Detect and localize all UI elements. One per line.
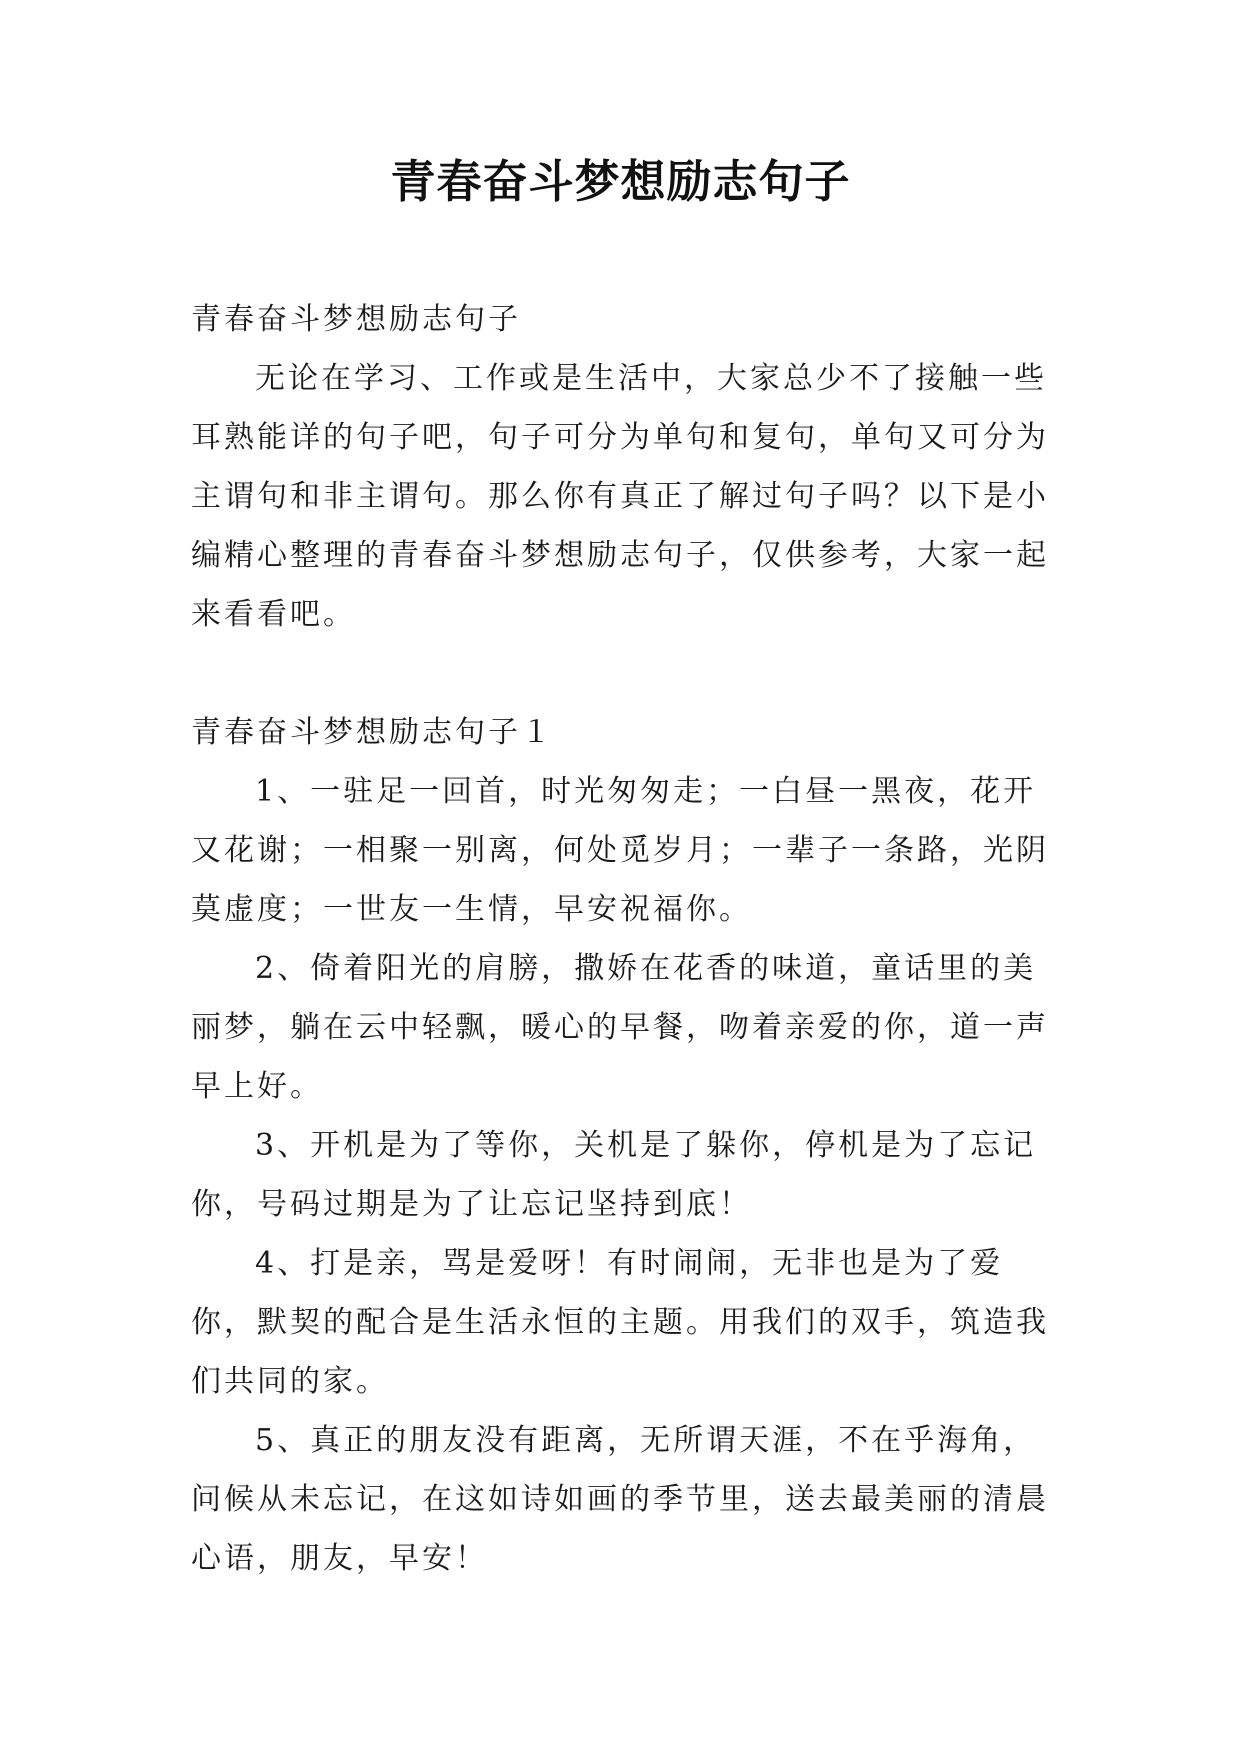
intro-paragraph: 无论在学习、工作或是生活中，大家总少不了接触一些耳熟能详的句子吧，句子可分为单句和复句，单句又可分为主谓句和非主谓句。那么你有真正了解过句子吗？以下是小编精心整理的青春奋斗梦想励志句子，仅供参考，大家一起来看看吧。: [191, 361, 1049, 632]
document-body: [191, 290, 1061, 1588]
section-spacer: [191, 644, 1061, 703]
document-title: 青春奋斗梦想励志句子: [390, 155, 851, 208]
section-heading: 青春奋斗梦想励志句子１: [191, 715, 554, 750]
sentence-item: 3、开机是为了等你，关机是了躲你，停机是为了忘记你，号码过期是为了让忘记坚持到底！: [191, 1128, 1037, 1222]
intro-heading: 青春奋斗梦想励志句子: [191, 302, 521, 337]
sentence-item: 5、真正的朋友没有距离，无所谓天涯，不在乎海角，问候从未忘记，在这如诗如画的季节里，送去最美丽的清晨心语，朋友，早安！: [191, 1423, 1049, 1576]
sentence-item: 4、打是亲，骂是爱呀！有时闹闹，无非也是为了爱你，默契的配合是生活永恒的主题。用我们的双手，筑造我们共同的家。: [191, 1246, 1049, 1399]
sentence-item: 1、一驻足一回首，时光匆匆走；一白昼一黑夜，花开又花谢；一相聚一别离，何处觅岁月；一辈子一条路，光阴莫虚度；一世友一生情，早安祝福你。: [191, 774, 1049, 927]
sentence-item: 2、倚着阳光的肩膀，撒娇在花香的味道，童话里的美丽梦，躺在云中轻飘，暖心的早餐，吻着亲爱的你，道一声早上好。: [191, 951, 1049, 1104]
